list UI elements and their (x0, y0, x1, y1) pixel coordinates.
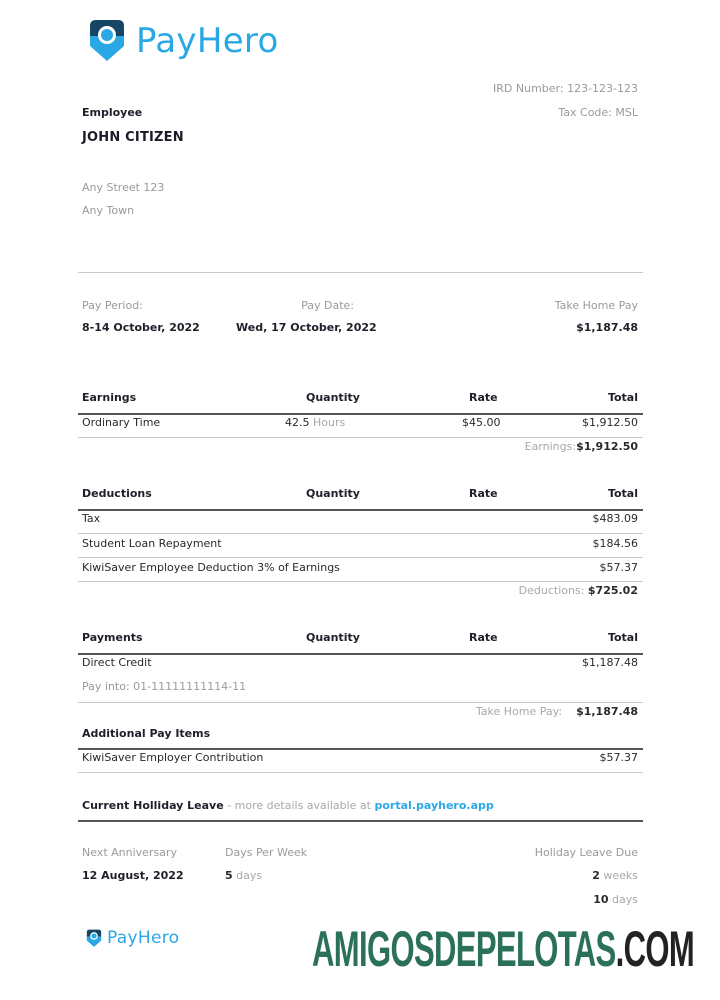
earning-qty (285, 416, 345, 429)
divider (78, 533, 643, 534)
weeks-value: 2 (592, 869, 600, 882)
deductions-header: Deductions (82, 487, 152, 500)
subtotal-value: $1,187.48 (576, 705, 638, 718)
subtotal-value: $1,912.50 (576, 440, 638, 453)
rate-header: Rate (469, 391, 498, 404)
take-home-subtotal (476, 705, 638, 718)
subtotal-value: $725.02 (587, 584, 638, 597)
pay-period-value: 8-14 October, 2022 (82, 321, 200, 334)
deduction-total: $184.56 (592, 537, 638, 550)
divider (78, 772, 643, 773)
days-unit: days (236, 869, 263, 882)
brand-name: PayHero (107, 928, 180, 948)
address-line-2: Any Town (82, 204, 135, 217)
divider (78, 509, 643, 511)
address-line-1: Any Street 123 (82, 181, 165, 194)
additional-item: KiwiSaver Employer Contribution (82, 751, 264, 764)
earning-item: Ordinary Time (82, 416, 161, 429)
earnings-subtotal (525, 440, 638, 453)
deduction-item: Student Loan Repayment (82, 537, 222, 550)
payhero-shield-icon (86, 929, 102, 948)
deduction-item: KiwiSaver Employee Deduction 3% of Earnings (82, 561, 340, 574)
deductions-subtotal (519, 584, 638, 597)
payment-item: Direct Credit (82, 656, 152, 669)
employee-name: JOHN CITIZEN (82, 130, 184, 145)
payments-header: Payments (82, 631, 143, 644)
next-anniversary-label: Next Anniversary (82, 846, 177, 859)
next-anniversary-value: 12 August, 2022 (82, 869, 184, 882)
watermark-main: AMIGOSDEPELOTAS (312, 921, 616, 977)
tax-code: Tax Code: MSL (558, 106, 638, 119)
subtotal-label: Deductions: (518, 584, 585, 597)
quantity-header: Quantity (306, 487, 360, 500)
divider (78, 820, 643, 822)
qty-unit: Hours (313, 416, 346, 429)
total-header: Total (607, 391, 638, 404)
brand-name: PayHero (136, 21, 279, 61)
payhero-shield-icon (88, 20, 126, 62)
days-per-week-value (225, 869, 262, 882)
divider (78, 437, 643, 438)
holiday-due-days (593, 893, 638, 906)
days-per-week-label: Days Per Week (225, 846, 308, 859)
subtotal-label: Earnings: (524, 440, 577, 453)
deduction-total: $483.09 (592, 512, 638, 525)
portal-link[interactable]: portal.payhero.app (374, 799, 494, 812)
payhero-footer-logo (86, 929, 179, 948)
weeks-unit: weeks (603, 869, 638, 882)
divider (78, 702, 643, 703)
additional-total: $57.37 (599, 751, 638, 764)
take-home-value: $1,187.48 (576, 321, 638, 334)
pay-date-value: Wed, 17 October, 2022 (236, 321, 377, 334)
leave-title: Current Holliday Leave (82, 799, 224, 812)
days-value: 10 (593, 893, 609, 906)
take-home-label: Take Home Pay (554, 299, 638, 312)
days-value: 5 (225, 869, 233, 882)
total-header: Total (607, 631, 638, 644)
divider (78, 272, 643, 273)
watermark (312, 921, 695, 977)
holiday-due-weeks (592, 869, 638, 882)
watermark-suffix: .COM (615, 921, 695, 977)
employee-label: Employee (82, 106, 143, 119)
earning-rate: $45.00 (462, 416, 501, 429)
deduction-total: $57.37 (599, 561, 638, 574)
divider (78, 748, 643, 750)
pay-into-account: Pay into: 01-11111111114-11 (82, 680, 247, 693)
leave-note: - more details available at (223, 799, 375, 812)
pay-date-label: Pay Date: (301, 299, 354, 312)
rate-header: Rate (469, 631, 498, 644)
quantity-header: Quantity (306, 631, 360, 644)
payment-total: $1,187.48 (582, 656, 638, 669)
earning-total: $1,912.50 (582, 416, 638, 429)
qty-value: 42.5 (285, 416, 310, 429)
holiday-due-label: Holiday Leave Due (534, 846, 638, 859)
days-unit: days (612, 893, 638, 906)
payhero-logo (88, 20, 279, 62)
pay-period-label: Pay Period: (82, 299, 143, 312)
total-header: Total (607, 487, 638, 500)
divider (78, 581, 643, 582)
quantity-header: Quantity (306, 391, 360, 404)
deduction-item: Tax (82, 512, 101, 525)
ird-number: IRD Number: 123-123-123 (493, 82, 638, 95)
earnings-header: Earnings (82, 391, 137, 404)
rate-header: Rate (469, 487, 498, 500)
divider (78, 653, 643, 655)
divider (78, 413, 643, 415)
holiday-leave-title (82, 799, 494, 812)
additional-title: Additional Pay Items (82, 727, 211, 740)
subtotal-label: Take Home Pay: (475, 705, 563, 718)
divider (78, 557, 643, 558)
